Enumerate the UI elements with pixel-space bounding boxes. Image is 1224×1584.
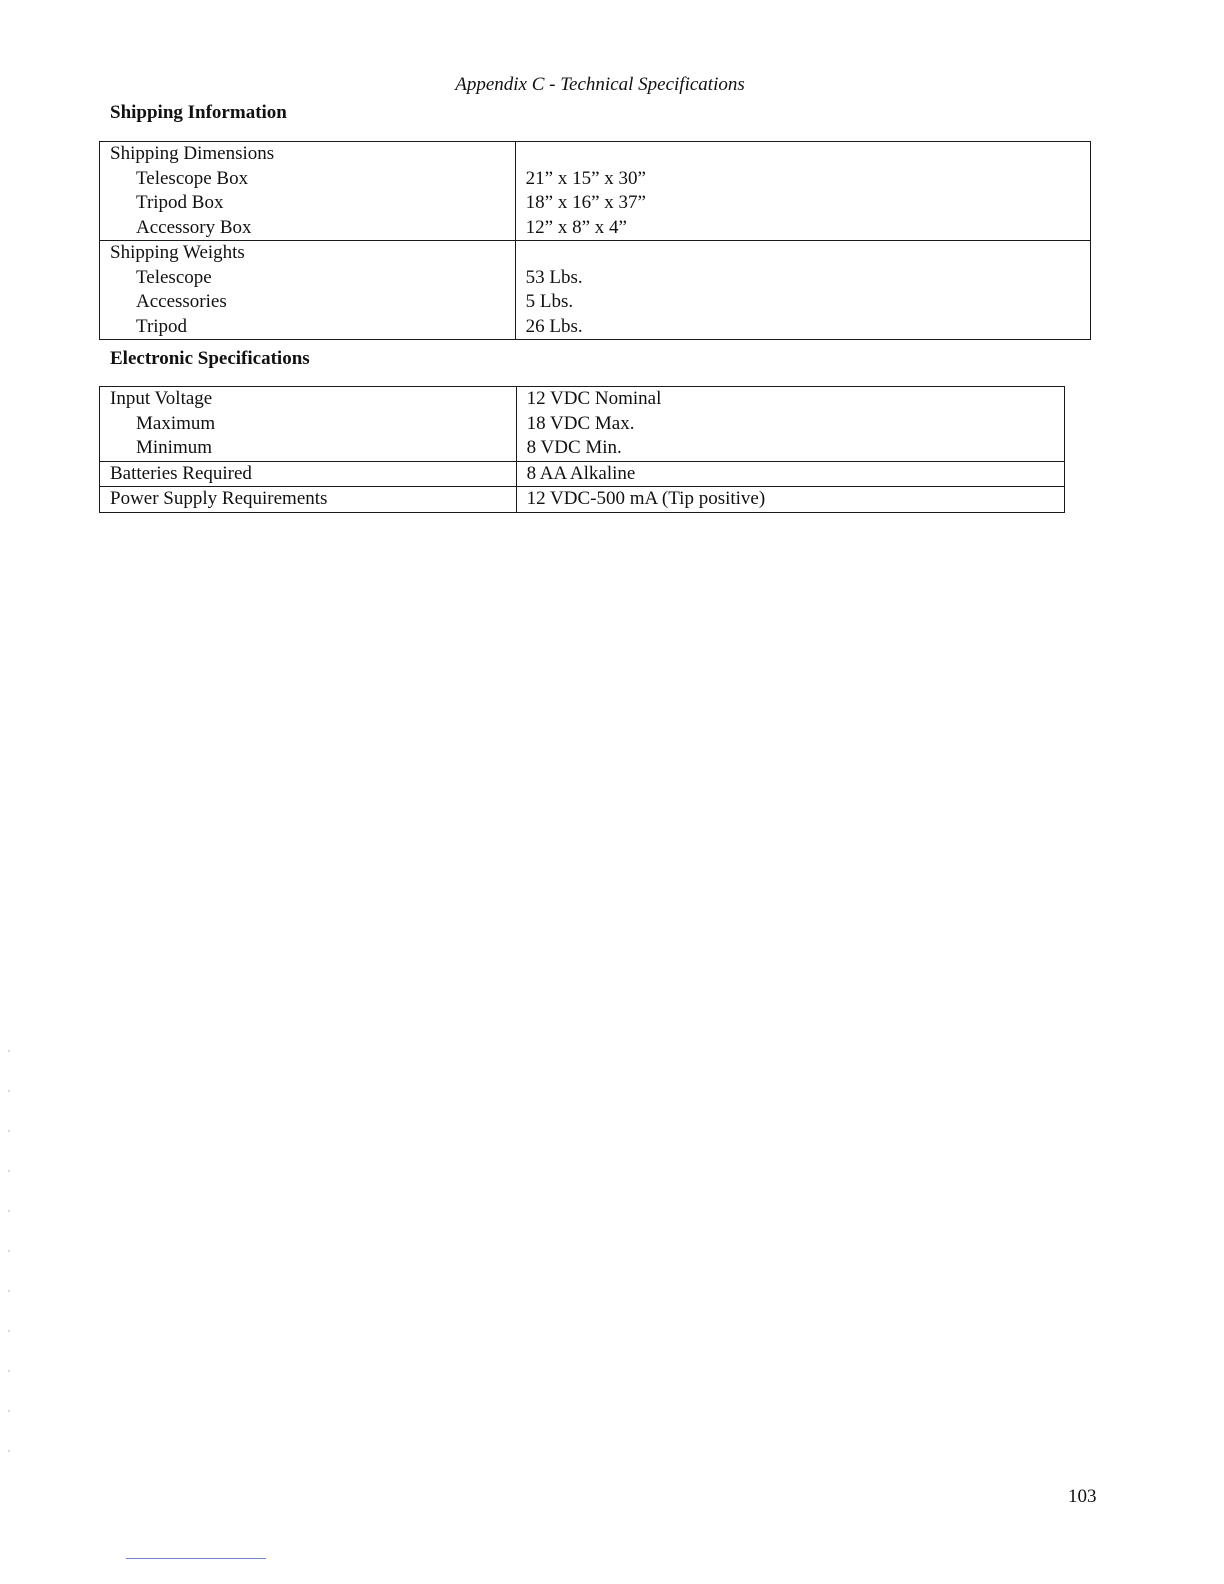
item-value: 18 VDC Max.	[526, 412, 635, 434]
row-value: 12 VDC-500 mA (Tip positive)	[526, 488, 766, 509]
item-label: Accessories	[136, 291, 227, 312]
empty-line	[526, 142, 1090, 167]
group-label: Shipping Weights	[110, 242, 245, 263]
row-value: 12 VDC Nominal	[526, 388, 662, 409]
table-row	[100, 487, 1065, 513]
page-number: 103	[1068, 1486, 1097, 1507]
item-value: 5 Lbs.	[525, 291, 574, 312]
row-value: 8 AA Alkaline	[526, 462, 636, 484]
table-row	[100, 387, 1065, 462]
item-label: Accessory Box	[136, 216, 252, 238]
shipping-dimensions-label-cell	[100, 142, 516, 241]
shipping-information-heading: Shipping Information	[110, 102, 287, 123]
item-value: 12” x 8” x 4”	[525, 216, 627, 238]
item-label: Minimum	[136, 437, 213, 458]
table-row	[100, 142, 1091, 241]
row-label: Input Voltage	[110, 388, 213, 409]
empty-line	[526, 241, 1090, 266]
table-row	[100, 461, 1065, 487]
item-label: Maximum	[136, 412, 216, 434]
item-value: 18” x 16” x 37”	[525, 192, 646, 213]
input-voltage-value-cell	[516, 387, 1064, 462]
running-header-text: Appendix C - Technical Specifications	[455, 74, 745, 95]
electronic-specifications-heading: Electronic Specifications	[110, 348, 310, 369]
shipping-information-table	[99, 141, 1091, 340]
row-label: Power Supply Requirements	[110, 488, 328, 509]
running-header	[0, 74, 1224, 96]
table-row	[100, 241, 1091, 340]
batteries-label-cell	[100, 461, 517, 487]
footer-rule	[126, 1558, 266, 1559]
item-label: Tripod Box	[136, 192, 224, 213]
power-supply-value-cell	[516, 487, 1064, 513]
group-label: Shipping Dimensions	[110, 143, 275, 164]
item-label: Tripod	[136, 315, 188, 337]
shipping-weights-value-cell	[515, 241, 1090, 340]
electronic-specifications-table	[99, 386, 1065, 513]
item-value: 8 VDC Min.	[526, 437, 622, 458]
item-value: 21” x 15” x 30”	[525, 167, 646, 189]
shipping-dimensions-value-cell	[515, 142, 1090, 241]
shipping-weights-label-cell	[100, 241, 516, 340]
batteries-value-cell	[516, 461, 1064, 487]
row-label: Batteries Required	[110, 462, 252, 484]
item-label: Telescope	[136, 266, 212, 288]
item-value: 53 Lbs.	[525, 266, 583, 288]
item-value: 26 Lbs.	[525, 315, 583, 337]
scan-artifact	[8, 1050, 10, 1470]
input-voltage-label-cell	[100, 387, 517, 462]
item-label: Telescope Box	[136, 167, 249, 189]
power-supply-label-cell	[100, 487, 517, 513]
